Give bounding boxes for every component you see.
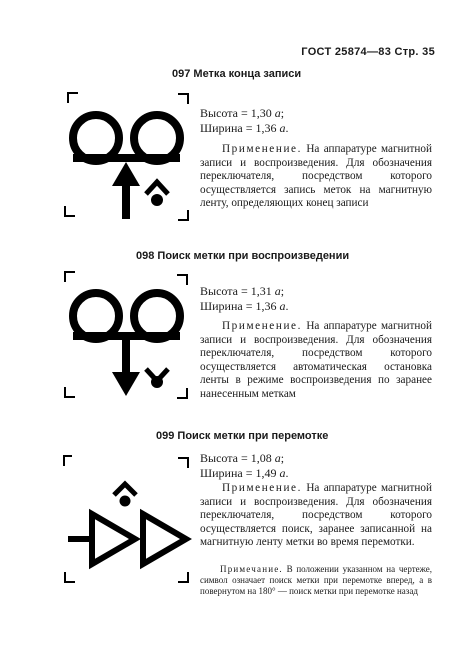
section-097-usage: Применение. На аппаратуре магнитной записи и воспроизведения. Для обозначения переключателя, посредством которого осуществляется запись меток на магнитную ленту, определяющих конец записи — [200, 143, 432, 210]
standard-number: ГОСТ 25874—83 — [301, 46, 392, 58]
triangle-right — [143, 514, 186, 564]
section-099-usage: Применение. На аппаратуре магнитной записи и воспроизведения. Для обозначения переключателя, посредством которого осуществляется поиск, заранее записанной на магнитную ленту метки во время перемотки. — [200, 482, 432, 549]
section-098-height: Высота = 1,31 a; — [200, 284, 285, 298]
triangle-left — [92, 514, 135, 564]
section-099-title: 099 Поиск метки при перемотке — [156, 430, 329, 442]
section-098-width: Ширина = 1,36 a. — [200, 299, 289, 313]
section-097-width: Ширина = 1,36 a. — [200, 121, 289, 135]
section-097-title: 097 Метка конца записи — [172, 68, 302, 80]
section-098-usage: Применение. На аппаратуре магнитной записи и воспроизведения. Для обозначения переключателя, посредством которого осуществляется автоматическая остановка ленты в режиме воспроизведения по заранее нанесенным меткам — [200, 320, 432, 400]
section-099-width: Ширина = 1,49 a. — [200, 466, 289, 480]
section-099-note: Примечание. В положении указанном на чертеже, символ означает поиск метки при перемотке вперед, а в повернутом на 180° — поиск метки при перемотке назад — [200, 564, 432, 596]
page-label: Стр. — [394, 46, 419, 58]
section-099-height: Высота = 1,08 a; — [200, 451, 285, 465]
section-098-title: 098 Поиск метки при воспроизведении — [136, 250, 350, 262]
page-number: 35 — [422, 46, 435, 58]
section-097-height: Высота = 1,30 a; — [200, 106, 285, 120]
